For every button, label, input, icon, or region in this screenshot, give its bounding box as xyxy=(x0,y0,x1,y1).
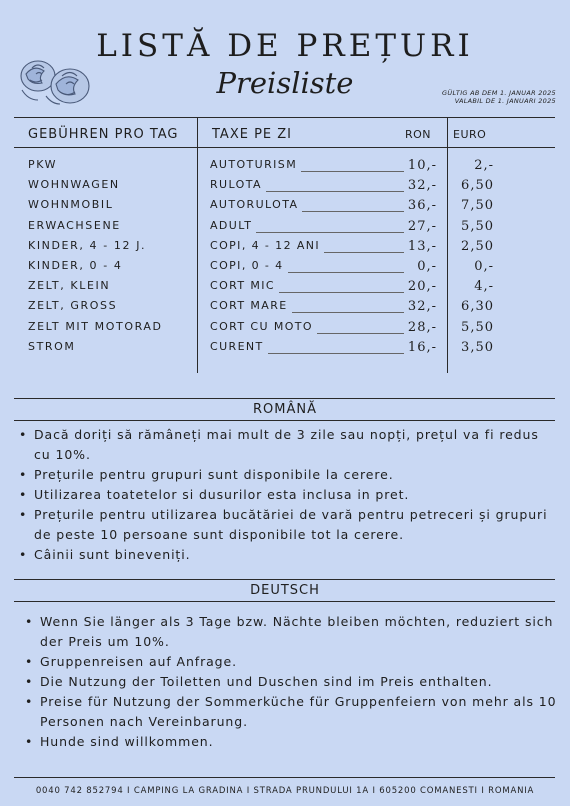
section-title-deutsch: DEUTSCH xyxy=(250,583,320,598)
list-item: • Utilizarea toatetelor si dusurilor esta inclusa in pret. xyxy=(34,485,550,505)
leader-line xyxy=(256,232,404,233)
validity-de: GÜLTIG AB DEM 1. JANUAR 2025 xyxy=(442,89,556,97)
fee-label-ro: COPI, 0 - 4 xyxy=(210,259,284,272)
fee-label-ro: AUTOTURISM xyxy=(210,158,298,171)
leader-line xyxy=(279,292,404,293)
leader-line xyxy=(288,272,404,273)
col-header-ro: TAXE PE ZI xyxy=(212,127,293,142)
section-rule xyxy=(14,601,555,602)
price-ron: 27,- xyxy=(407,218,437,234)
price-euro: 7,50 xyxy=(461,198,494,214)
fee-label-de: ZELT, KLEIN xyxy=(28,279,111,293)
leader-line xyxy=(268,353,404,354)
price-euro: 6,30 xyxy=(461,299,494,315)
price-euro: 0,- xyxy=(474,259,494,274)
fee-label-de: KINDER, 4 - 12 J. xyxy=(28,238,147,252)
table-divider-1 xyxy=(197,117,198,373)
leader-line xyxy=(266,191,404,192)
fee-label-ro: CORT MARE xyxy=(210,299,288,313)
price-euro: 5,50 xyxy=(461,218,494,234)
price-ron: 36,- xyxy=(407,198,437,214)
table-top-rule xyxy=(14,117,555,118)
page-title: LISTĂ DE PREȚURI xyxy=(96,28,474,64)
leader-line xyxy=(301,171,404,172)
deutsch-list xyxy=(40,612,562,752)
fee-label-de: ERWACHSENE xyxy=(28,218,121,232)
fee-label-de: ZELT, GROSS xyxy=(28,299,118,313)
table-header-rule xyxy=(14,147,555,148)
fee-label-ro: CORT MIC xyxy=(210,279,276,293)
section-rule xyxy=(14,420,555,421)
list-item: • Hunde sind willkommen. xyxy=(40,732,562,752)
list-item: • Prețurile pentru utilizarea bucătăriei de vară pentru petreceri și grupuri de peste 10 persoane sunt disponibile tot la cerere. xyxy=(34,505,550,545)
footer-rule xyxy=(14,777,555,778)
leader-line xyxy=(317,333,404,334)
list-item: • Preise für Nutzung der Sommerküche für Gruppenfeiern von mehr als 10 Personen nach Vereinbarung. xyxy=(40,692,562,732)
fee-label-ro: RULOTA xyxy=(210,178,262,192)
price-euro: 5,50 xyxy=(461,319,494,335)
fee-label-de: KINDER, 0 - 4 xyxy=(28,259,123,272)
section-rule xyxy=(14,579,555,580)
fee-label-de: WOHNWAGEN xyxy=(28,178,120,192)
leader-line xyxy=(292,312,404,313)
fee-label-de: PKW xyxy=(28,158,58,171)
fee-label-ro: AUTORULOTA xyxy=(210,198,299,212)
price-ron: 13,- xyxy=(407,238,437,254)
fee-label-ro: COPI, 4 - 12 ANI xyxy=(210,238,321,252)
list-item: • Wenn Sie länger als 3 Tage bzw. Nächte bleiben möchten, reduziert sich der Preis um 10%. xyxy=(40,612,562,652)
table-divider-2 xyxy=(447,117,448,373)
page-subtitle: Preisliste xyxy=(216,66,354,100)
romana-list xyxy=(34,425,550,565)
section-title-romana: ROMÂNĂ xyxy=(253,402,317,417)
price-euro: 2,- xyxy=(474,158,494,173)
price-ron: 28,- xyxy=(407,319,437,335)
price-euro: 4,- xyxy=(474,279,494,295)
leader-line xyxy=(302,211,404,212)
list-item: • Dacă doriți să rămâneți mai mult de 3 zile sau nopți, prețul va fi redus cu 10%. xyxy=(34,425,550,465)
price-ron: 32,- xyxy=(407,299,437,315)
price-ron: 16,- xyxy=(407,339,437,355)
fee-label-ro: CORT CU MOTO xyxy=(210,319,313,333)
col-header-euro: EURO xyxy=(453,128,487,141)
price-ron: 0,- xyxy=(417,259,437,274)
price-euro: 6,50 xyxy=(461,178,494,194)
fee-label-de: WOHNMOBIL xyxy=(28,198,114,212)
list-item: • Prețurile pentru grupuri sunt disponibile la cerere. xyxy=(34,465,550,485)
footer-contact: 0040 742 852794 I CAMPING LA GRADINA I STRADA PRUNDULUI 1A I 605200 COMANESTI I ROMANIA xyxy=(35,786,535,796)
price-euro: 2,50 xyxy=(461,238,494,254)
price-ron: 20,- xyxy=(407,279,437,295)
col-header-ron: RON xyxy=(405,128,432,141)
price-ron: 10,- xyxy=(407,158,437,173)
fee-label-ro: ADULT xyxy=(210,218,253,232)
list-item: • Gruppenreisen auf Anfrage. xyxy=(40,652,562,672)
validity-ro: VALABIL DE 1. JANUARI 2025 xyxy=(454,97,556,105)
fee-label-de: ZELT MIT MOTORAD xyxy=(28,319,163,333)
price-euro: 3,50 xyxy=(461,339,494,355)
list-item: • Câinii sunt bineveniți. xyxy=(34,545,550,565)
col-header-de: GEBÜHREN PRO TAG xyxy=(28,127,179,142)
fee-label-de: STROM xyxy=(28,339,76,353)
leader-line xyxy=(324,252,404,253)
list-item: • Die Nutzung der Toiletten und Duschen sind im Preis enthalten. xyxy=(40,672,562,692)
price-ron: 32,- xyxy=(407,178,437,194)
section-rule xyxy=(14,398,555,399)
fee-label-ro: CURENT xyxy=(210,339,264,353)
